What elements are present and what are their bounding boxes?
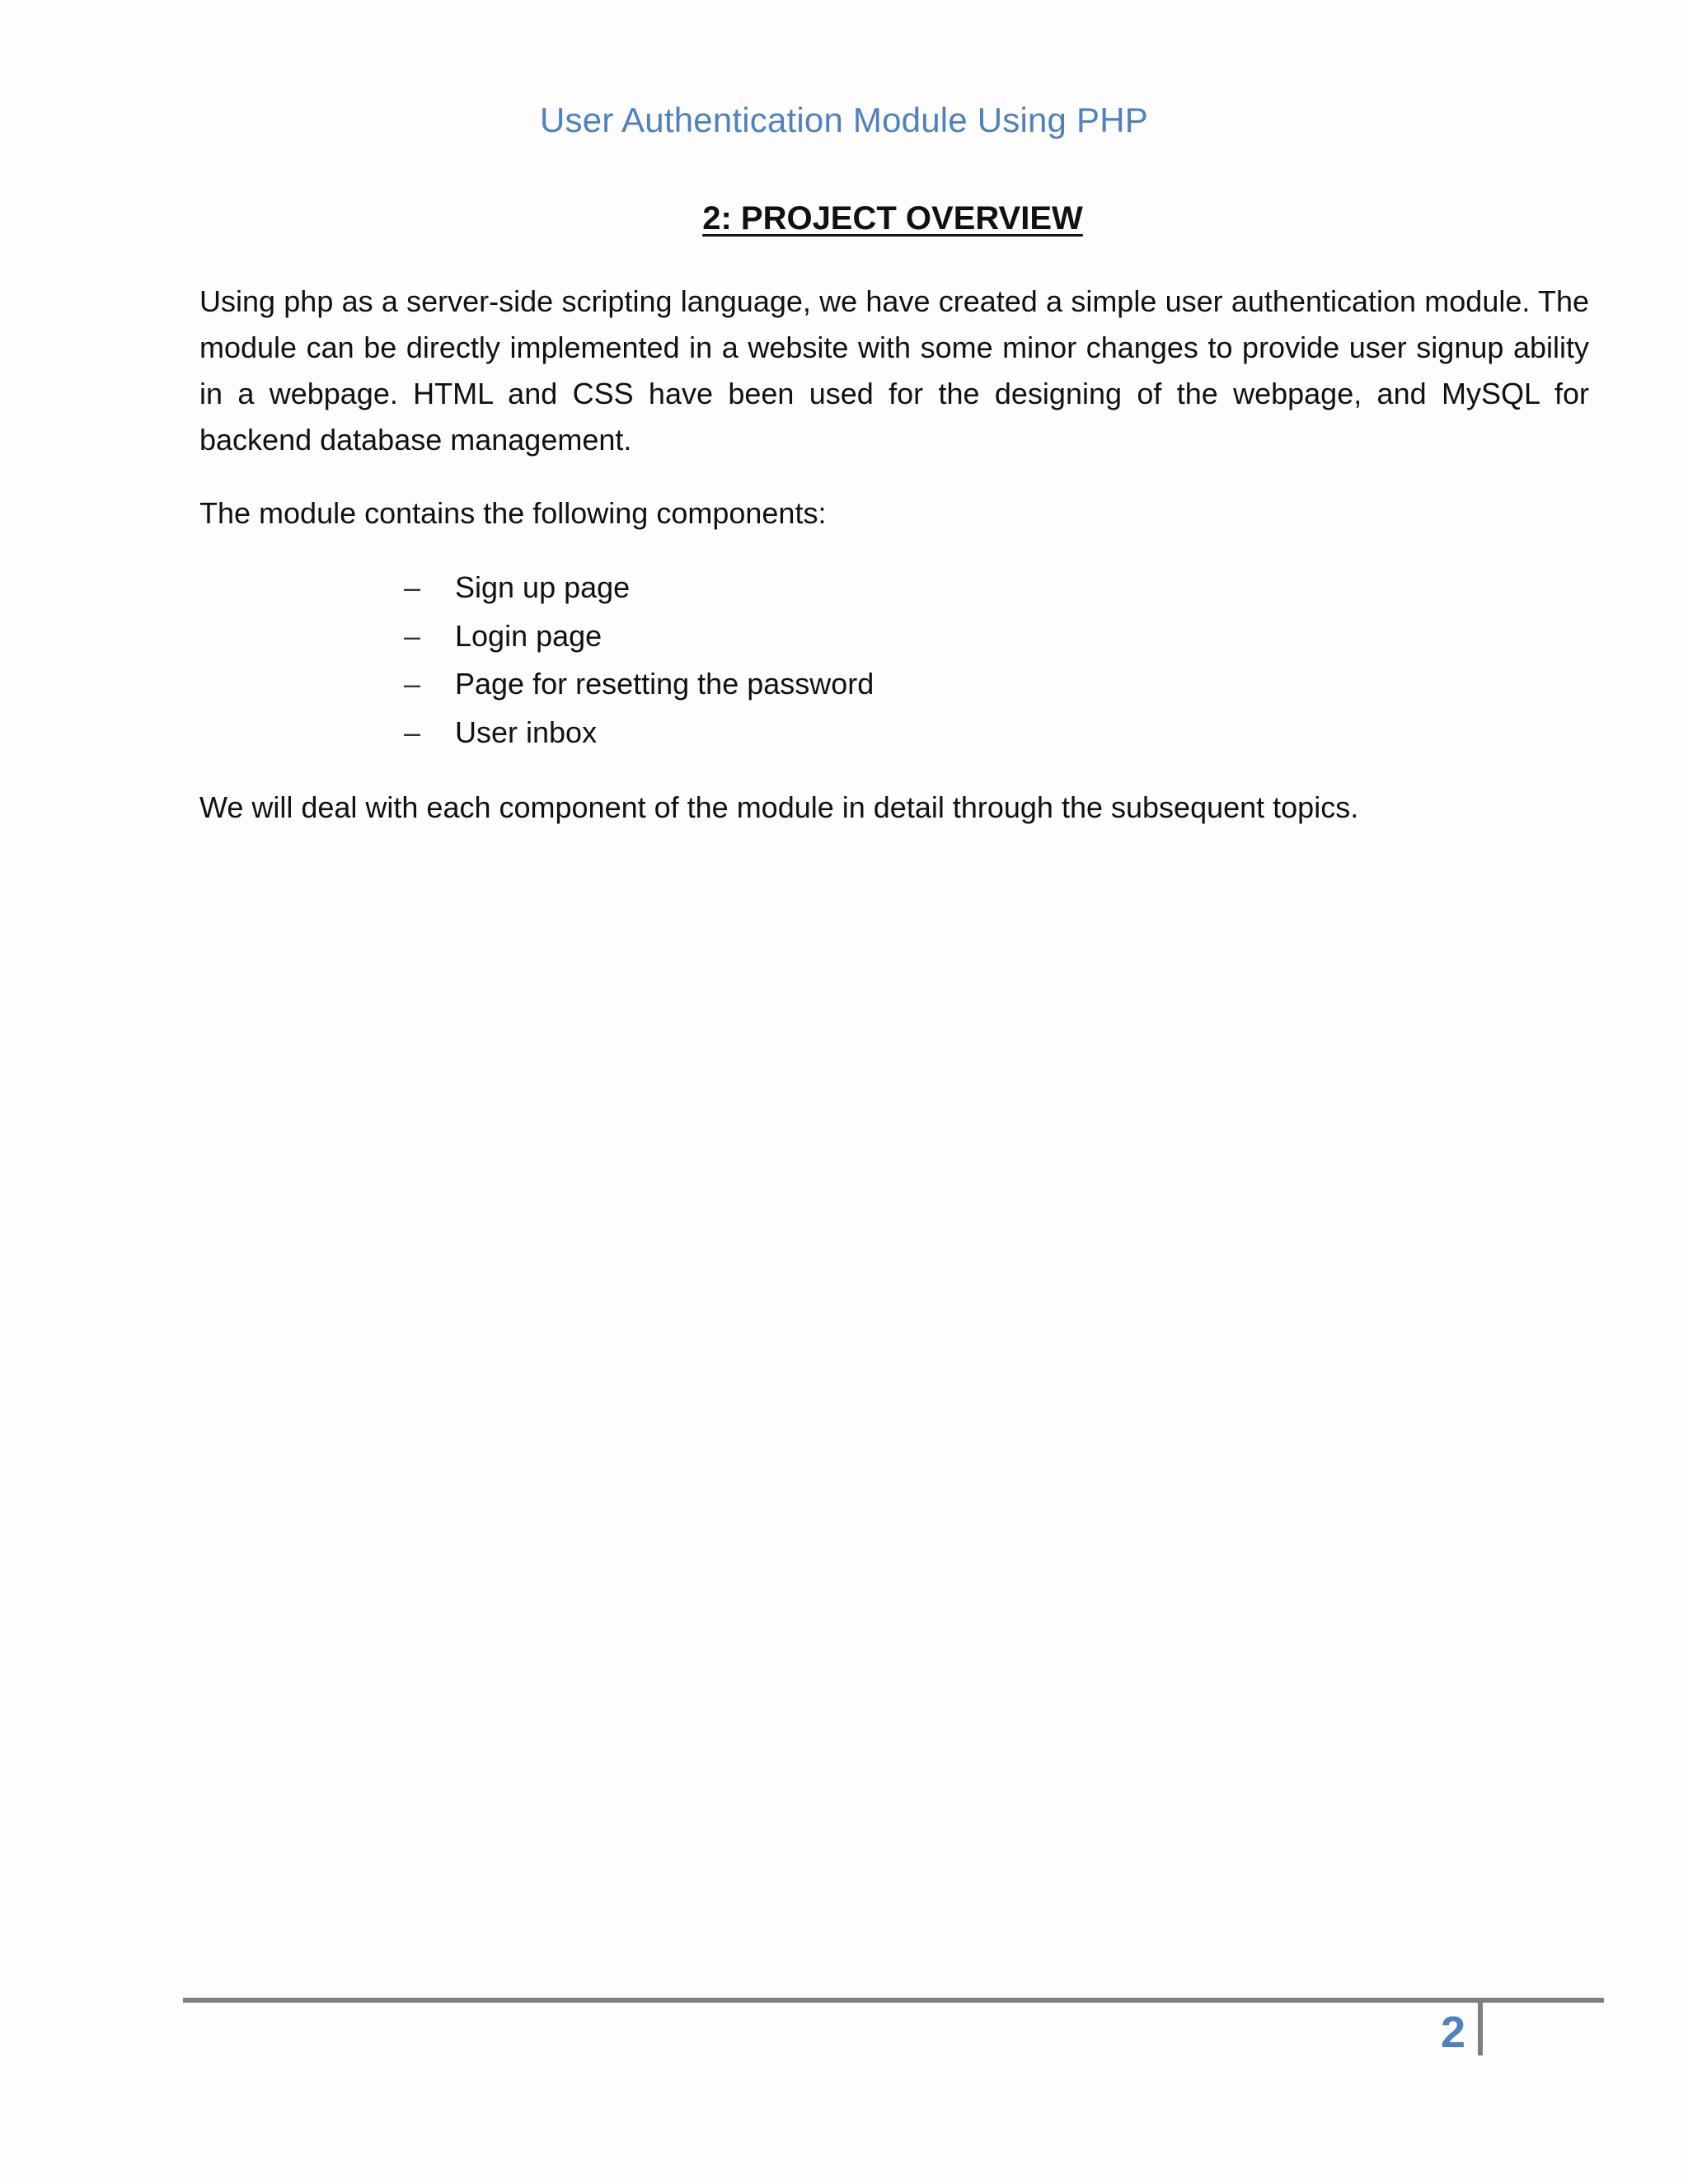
- dash-bullet: –: [404, 667, 421, 701]
- list-item-label: Sign up page: [455, 570, 631, 604]
- footer-rule: [183, 1998, 1604, 2003]
- dash-bullet: –: [404, 570, 421, 604]
- list-item: [404, 660, 874, 709]
- list-item-label: Page for resetting the password: [455, 667, 874, 701]
- dash-bullet: –: [404, 715, 421, 749]
- list-item-label: User inbox: [455, 715, 598, 749]
- running-header: User Authentication Module Using PHP: [540, 101, 1148, 139]
- dash-bullet: –: [404, 618, 421, 653]
- closing-paragraph: We will deal with each component of the module in detail through the subsequent topics.: [199, 790, 1359, 824]
- list-item: [404, 612, 874, 661]
- page-number: 2: [1440, 2008, 1465, 2057]
- intro-paragraph: Using php as a server-side scripting language, we have created a simple user authentication module. The module can be directly implemented in a website with some minor changes to provide user signup ability in a webpage. HTML and CSS have been used for the designing of the webpage, and MySQL for backend database management.: [199, 284, 1589, 457]
- list-item: [404, 564, 874, 612]
- components-list: [404, 564, 874, 757]
- footer-divider: [1478, 2003, 1483, 2055]
- list-item-label: Login page: [455, 618, 603, 653]
- components-lead-paragraph: The module contains the following components:: [199, 496, 827, 530]
- section-title: 2: PROJECT OVERVIEW: [702, 200, 1083, 237]
- list-item: [404, 709, 874, 757]
